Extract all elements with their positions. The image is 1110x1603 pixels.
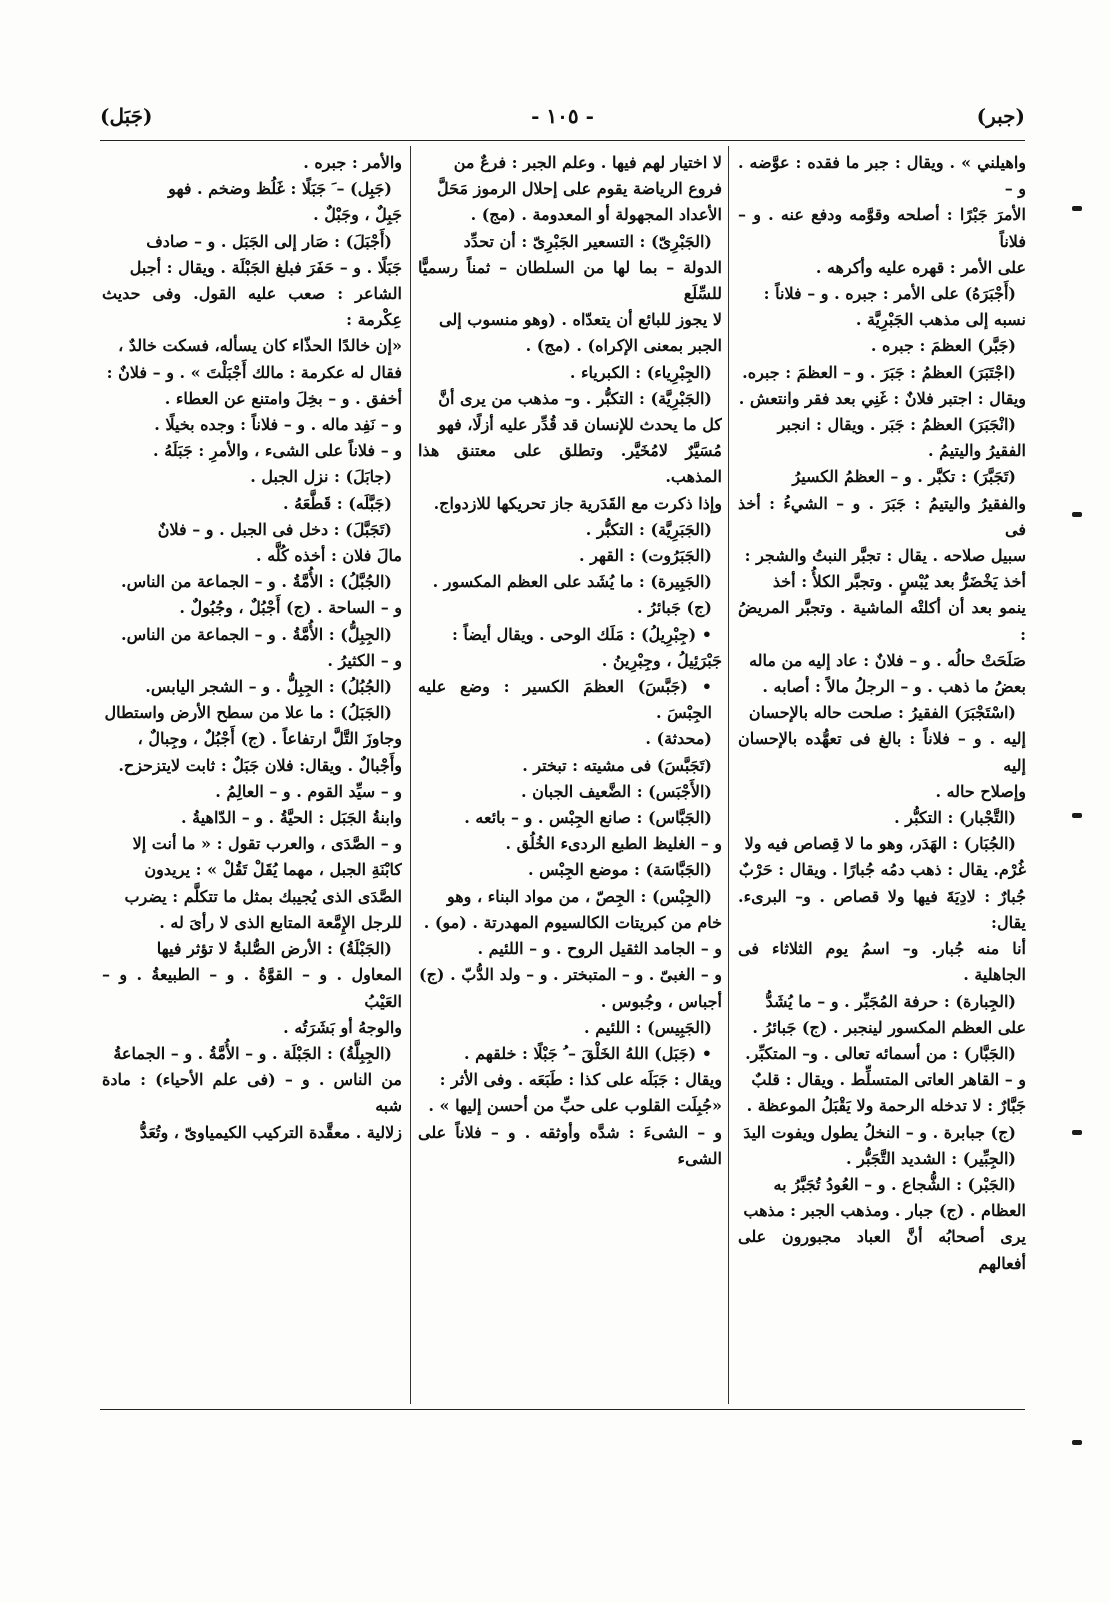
entry-line: (الجَبْرِيَّة) : التكبُّر . و– مذهب من يرى أنَّ — [438, 388, 712, 408]
entry-line: ويقال : اجتبر فلانٌ : غَنِي بعد فقر وانتعش . — [738, 388, 1026, 408]
entry-line: أخذ يَخْضَرُّ بعد يُبْسٍ . وتجبَّر الكلأُ : أخذ — [772, 572, 1026, 592]
entry-line: زلالية . معقَّدة التركيب الكيمياوىّ ، وتُعَدُّ — [139, 1122, 402, 1142]
entry-line: (جَبِل) – َ جَبَلًا : غَلُظ وضخم . فهو — [168, 179, 392, 199]
entry-line: (تَجَبَّلَ) : دخل فى الجبل . و – فلانٌ — [157, 519, 392, 539]
column-middle — [418, 150, 722, 1405]
entry-line: (الجَبِيرة) : ما يُشَد على العظم المكسور . — [432, 572, 712, 592]
entry-line: إليه . و – فلاناً : بالغ فى تعهُّده بالإحسان إليه — [738, 729, 1026, 775]
entry-line: على الأمر : قهره عليه وأكرهه . — [815, 257, 1026, 277]
entry-line: المعاول . و – القوَّةُ . و – الطبيعةُ . و – العَيْبُ — [102, 965, 402, 1011]
entry-line: (الجِبِّير) : الشديد التَّجَبُّر . — [845, 1148, 1016, 1168]
column-right — [738, 150, 1026, 1405]
entry-line: على العظم المكسور لينجبر . (ج) جَبائرُ . — [752, 1017, 1026, 1037]
entry-line: الأعداد المجهولة أو المعدومة . (مج) . — [470, 205, 722, 225]
entry-line: كابْنَةِ الجبل ، مهما يُقَلْ تَقُلْ » : يريدون — [144, 860, 402, 880]
entry-line: «إن خالدًا الحذّاء كان يسأله، فسكت خالدٌ ، — [118, 336, 402, 356]
entry-line: (الجِبْرِياء) : الكبرياء . — [569, 362, 712, 382]
header-right-keyword: (جبر) — [976, 104, 1025, 128]
entry-line: • (جَبَل) اللهُ الخَلْقَ – ُ جَبْلًا : خلقهم . — [464, 1043, 712, 1063]
margin-mark — [1072, 512, 1082, 517]
entry-line: (أَجْبَرَهُ) على الأمر : جبره . و – فلاناً : — [763, 284, 1016, 304]
entry-line: «جُبِلَت القلوب على حبِّ من أحسن إليها » . — [428, 1096, 722, 1116]
entry-line: وابنةُ الجَبَل : الحيَّةُ . و – الدّاهيةُ . — [180, 808, 402, 828]
entry-line: و – الشىءَ : شدَّه وأوثقه . و – فلاناً على الشىء — [418, 1122, 722, 1168]
entry-line: (الجِبِلَّةُ) : الجَبْلَة . و – الأُمَّةُ . و – الجماعةُ — [113, 1043, 392, 1063]
entry-line: (جَبَّلَه) : قَطَّعَهُ . — [283, 493, 392, 513]
entry-line: و – الكثيرُ . — [327, 650, 402, 670]
footer-rule — [100, 1409, 1025, 1410]
entry-line: (الجِبارة) : حرفة المُجَبِّر . و – ما يُشَدُّ — [765, 991, 1016, 1011]
entry-line: الأمرَ جَبْرًا : أصلحه وقوَّمه ودفع عنه . و – فلاناً — [738, 205, 1026, 251]
entry-line: والفقيرُ واليتيمُ : جَبَرَ . و – الشيءُ : أخذ فى — [738, 493, 1026, 539]
entry-line: (الجَبَرِيَّة) : التكبُّر . — [585, 519, 712, 539]
entry-line: الصَّدَى الذى يُجيبك بمثل ما تتكلَّم : يضرب — [124, 886, 402, 906]
column-divider-right — [728, 146, 729, 1404]
entry-line: (الجُبُلُ) : الجِبِلُّ . و – الشجر اليابس. — [145, 677, 392, 697]
entry-line: أنا منه جُبار. و– اسمُ يوم الثلاثاء فى الجاهلية . — [738, 939, 1026, 985]
margin-mark — [1072, 1130, 1082, 1135]
entry-line: (الجَبْرِىّ) : التسعير الجَبْرِىّ : أن تحدِّد — [463, 231, 712, 251]
entry-line: و – سيِّد القوم . و – العالِمُ . — [215, 781, 402, 801]
entry-line: (ج) جبابرة . و – النخلُ يطول ويفوت اليدَ — [743, 1122, 1016, 1142]
column-left — [102, 150, 402, 1405]
entry-line: الدولة – بما لها من السلطان – ثمناً رسميًّا للسِّلَع — [418, 257, 722, 304]
entry-line: من الناس . و – (فى علم الأحياء) : مادة شبه — [102, 1070, 402, 1116]
entry-line: (الأَجْبَس) : الضَّعيف الجبان . — [521, 781, 712, 801]
entry-line: مالَ فلان : أخذه كُلَّه . — [256, 546, 402, 566]
entry-line: كل ما يحدث للإنسان قد قُدِّر عليه أزلًا، فهو — [438, 415, 722, 435]
entry-line: (أَجْبَلَ) : صَار إلى الجَبَل . و – صادف — [146, 231, 392, 251]
entry-line: و – فلاناً على الشىء ، والأمرِ : جَبَلَهُ . — [153, 441, 402, 461]
entry-line: (الجُبَّلُ) : الأُمَّةُ . و – الجماعة من الناس. — [121, 572, 392, 592]
entry-line: فقال له عكرمة : مالك أَجْبَلْتَ » . و – فلانٌ : — [106, 362, 402, 382]
entry-line: والوجهُ أو بَشَرَتُه . — [283, 1017, 402, 1037]
entry-line: واهيلني » . ويقال : جبر ما فقده : عوَّضه . و – — [738, 153, 1026, 199]
entry-line: ويقال : جَبَلَه على كذا : طَبَعَه . وفى الأثر : — [439, 1070, 722, 1090]
margin-mark — [1072, 1440, 1082, 1445]
entry-line: جَبْرَئِيلُ ، وجِبْرِينُ . — [601, 650, 722, 670]
entry-line: و – الغليظ الطبع الردىء الخُلُق . — [505, 834, 722, 854]
entry-line: (محدثة) . — [645, 729, 712, 749]
entry-line: (الجَبْر) : الشُّجاع . و – العُودُ تُجَبَّرُ به — [773, 1174, 1016, 1194]
entry-line: ينمو بعد أن أكلتْه الماشية . وتجبَّر المريضُ : — [738, 598, 1026, 644]
entry-line: وجاوزَ التَّلَّ ارتفاعاً . (ج) أَجْبُلٌ ، وجِبالٌ ، — [137, 729, 402, 749]
page-header — [100, 100, 1025, 136]
entry-line: الشاعر : صعب عليه القول. وفى حديث عِكْرمة : — [102, 284, 402, 330]
header-rule — [100, 140, 1025, 141]
entry-line: جَبِلٌ ، وجَبْلٌ . — [313, 205, 402, 225]
entry-line: (تَجَبَّرَ) : تكبَّر . و – العظمُ الكسيرُ — [792, 467, 1016, 487]
entry-line: جُبارٌ : لادِيَةَ فيها ولا قصاص . و– البرىء. يقال: — [738, 886, 1026, 932]
entry-line: لا اختيار لهم فيها . وعلم الجبر : فرعٌ من — [453, 153, 722, 172]
column-divider-left — [410, 146, 411, 1404]
entry-line: والأمر : جبره . — [303, 153, 402, 172]
entry-line: خام من كبريتات الكالسيوم المهدرتة . (مو) . — [423, 912, 722, 932]
entry-line: (اسْتَجْبَرَ) الفقيرُ : صلحت حاله بالإحسان — [748, 703, 1016, 723]
entry-line: نسبه إلى مذهب الجَبْرِيَّة . — [855, 310, 1026, 330]
header-left-keyword: (جَبَل) — [100, 104, 153, 128]
entry-line: • (جَبَّسَ) العظمَ الكسير : وضع عليه الجِبْسَ . — [418, 677, 712, 723]
entry-line: يرى أصحابُه أنَّ العباد مجبورون على أفعالهم — [738, 1227, 1026, 1273]
entry-line: (ج) جَبائرُ . — [636, 598, 712, 618]
margin-mark — [1072, 813, 1082, 818]
entry-line: (الجُبَار) : الهَدَر، وهو ما لا قِصاص فيه ولا — [744, 834, 1016, 854]
page-number: - ١٠٥ - — [531, 104, 594, 128]
entry-line: (الجَبَرُوت) : القهر . — [578, 546, 712, 566]
entry-line: وإصلاح حاله . — [935, 781, 1026, 801]
entry-line: (التَّجْبار) : التكبُّر . — [894, 808, 1016, 828]
entry-line: (الجَبَّار) : من أسمائه تعالى . و– المتكبِّر. — [745, 1043, 1016, 1063]
margin-mark — [1072, 206, 1082, 211]
entry-line: و – الساحة . (ج) أَجْبُلٌ ، وجُبُولٌ . — [179, 598, 402, 618]
entry-line: (انْجَبَرَ) العظمُ : جَبَر . ويقال : انجبر — [777, 415, 1016, 435]
entry-line: الجبر بمعنى الإكراه) . (مج) . — [525, 336, 722, 356]
entry-line: (جَبَّر) العظمَ : جبره . — [870, 336, 1016, 356]
entry-line: جَبَلًا . و – حَفَرَ فبلغ الجَبْلَة . ويقال : أجبل — [129, 257, 402, 277]
entry-line: أخفق . و – بخِلَ وامتنع عن العطاء . — [164, 388, 402, 408]
entry-line: وإذا ذكرت مع القَدَرية جاز تحريكها للازدواج. — [433, 493, 722, 513]
entry-line: و – الصَّدَى ، والعرب تقول : « ما أنت إلا — [132, 834, 402, 854]
entry-line: للرجل الإِمَّعة المتابع الذى لا رأىَ له . — [159, 912, 402, 932]
entry-line: غُرْم. يقال : ذهب دمُه جُبارًا . ويقال : حَرْبٌ — [738, 860, 1026, 880]
entry-line: و – القاهر العاتى المتسلِّط . ويقال : قلبٌ — [751, 1070, 1026, 1090]
entry-line: (تَجَبَّسَ) فى مشيته : تبختر . — [522, 755, 712, 775]
entry-line: • (جِبْرِيلُ) : مَلَك الوحى . ويقال أيضاً : — [451, 624, 712, 644]
entry-line: مُسَيَّرٌ لامُخَيَّر. وتطلق على معتنق هذا المذهب. — [418, 441, 722, 487]
entry-line: (اجْتَبَرَ) العظمُ : جَبَرَ . و – العظمَ : جبره. — [742, 362, 1016, 382]
entry-line: (الجَبْلَةُ) : الأرض الصُّلبةُ لا تؤثر فيها — [156, 939, 392, 959]
entry-line: الفقيرُ واليتيمُ . — [927, 441, 1026, 461]
entry-line: جَبَّارٌ : لا تدخله الرحمة ولا يَقْبَلُ الموعظة . — [746, 1096, 1026, 1116]
entry-line: (الجِبِلُّ) : الأُمَّةُ . و – الجماعة من الناس. — [121, 624, 392, 644]
entry-line: (الجِبْس) : الجِصّ ، من مواد البناء ، وهو — [446, 886, 712, 906]
entry-line: بعضُ ما ذهب . و – الرجلُ مالاً : أصابه . — [762, 677, 1026, 697]
entry-line: (الجَبَلُ) : ما علا من سطح الأرض واستطال — [104, 703, 392, 723]
entry-line: أجباس ، وجُبوس . — [600, 991, 722, 1011]
entry-line: (الجَبِيس) : اللئيم . — [584, 1017, 712, 1037]
entry-line: و – نَفِد ماله . و – فلاناً : وجده بخيلًا . — [154, 415, 402, 435]
entry-line: (جابَلَ) : نزل الجبل . — [250, 467, 392, 487]
entry-line: و – الجامد الثقيل الروح . و – اللئيم . — [477, 939, 722, 959]
entry-line: وأَجْبالٌ . ويقال: فلان جَبَلٌ : ثابت لايتزحزح. — [118, 755, 402, 775]
entry-line: العظام . (ج) جبار . ومذهب الجبر : مذهب — [743, 1201, 1026, 1221]
entry-line: و – الغبىّ . و – المتبختر . و – ولد الدُّبّ . (ج) — [419, 965, 722, 985]
entry-line: صَلَحَتْ حالُه . و – فلانٌ : عاد إليه من ماله — [749, 650, 1026, 670]
entry-line: لا يجوز للبائع أن يتعدّاه . (وهو منسوب إلى — [439, 310, 722, 330]
entry-line: سبيل صلاحه . يقال : تجبَّر النبتُ والشجر : — [744, 546, 1026, 566]
entry-line: (الجَبَّاسَة) : موضع الجِبْس . — [527, 860, 712, 880]
entry-line: فروع الرياضة يقوم على إحلال الرموز مَحَلَّ — [437, 179, 722, 199]
entry-line: (الجَبَّاس) : صانع الجِبْس . و – بائعه . — [464, 808, 712, 828]
